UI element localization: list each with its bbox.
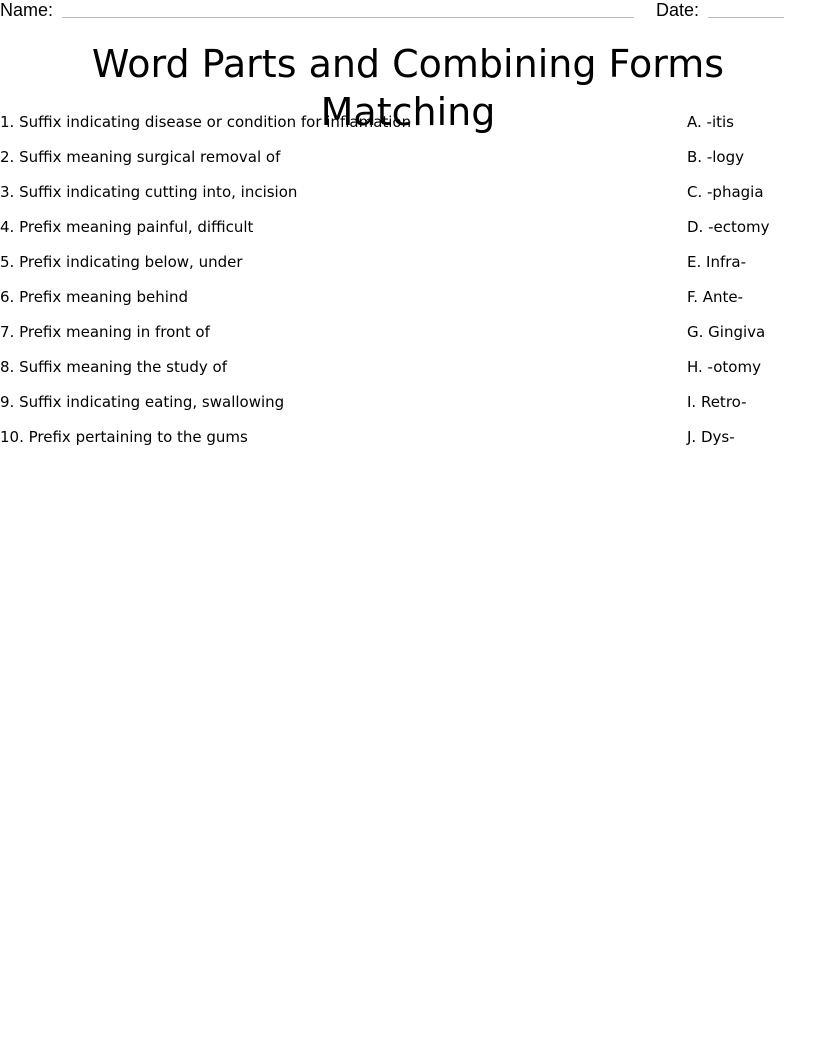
question-item: 2. Suffix meaning surgical removal of [0, 148, 281, 166]
answer-item: G. Gingiva [687, 323, 766, 341]
question-item: 7. Prefix meaning in front of [0, 323, 210, 341]
answer-item: A. -itis [687, 113, 734, 131]
answer-item: H. -otomy [687, 358, 761, 376]
question-item: 3. Suffix indicating cutting into, incision [0, 183, 298, 201]
worksheet-header [0, 0, 816, 24]
date-label: Date: [656, 0, 700, 20]
page-title: Word Parts and Combining Forms Matching [91, 42, 725, 134]
answer-item: J. Dys- [687, 428, 735, 446]
question-item: 10. Prefix pertaining to the gums [0, 428, 248, 446]
name-field-line[interactable] [62, 17, 634, 18]
question-item: 8. Suffix meaning the study of [0, 358, 227, 376]
answer-item: E. Infra- [687, 253, 746, 271]
question-item: 1. Suffix indicating disease or condition for inflamation [0, 113, 412, 131]
answer-item: I. Retro- [687, 393, 747, 411]
answer-item: D. -ectomy [687, 218, 770, 236]
question-item: 5. Prefix indicating below, under [0, 253, 243, 271]
answer-item: C. -phagia [687, 183, 764, 201]
answer-list [687, 112, 816, 462]
question-list [0, 112, 660, 462]
date-field-line[interactable] [708, 17, 784, 18]
name-label: Name: [0, 0, 54, 20]
question-item: 6. Prefix meaning behind [0, 288, 188, 306]
answer-item: B. -logy [687, 148, 744, 166]
answer-item: F. Ante- [687, 288, 744, 306]
question-item: 9. Suffix indicating eating, swallowing [0, 393, 285, 411]
question-item: 4. Prefix meaning painful, difficult [0, 218, 254, 236]
